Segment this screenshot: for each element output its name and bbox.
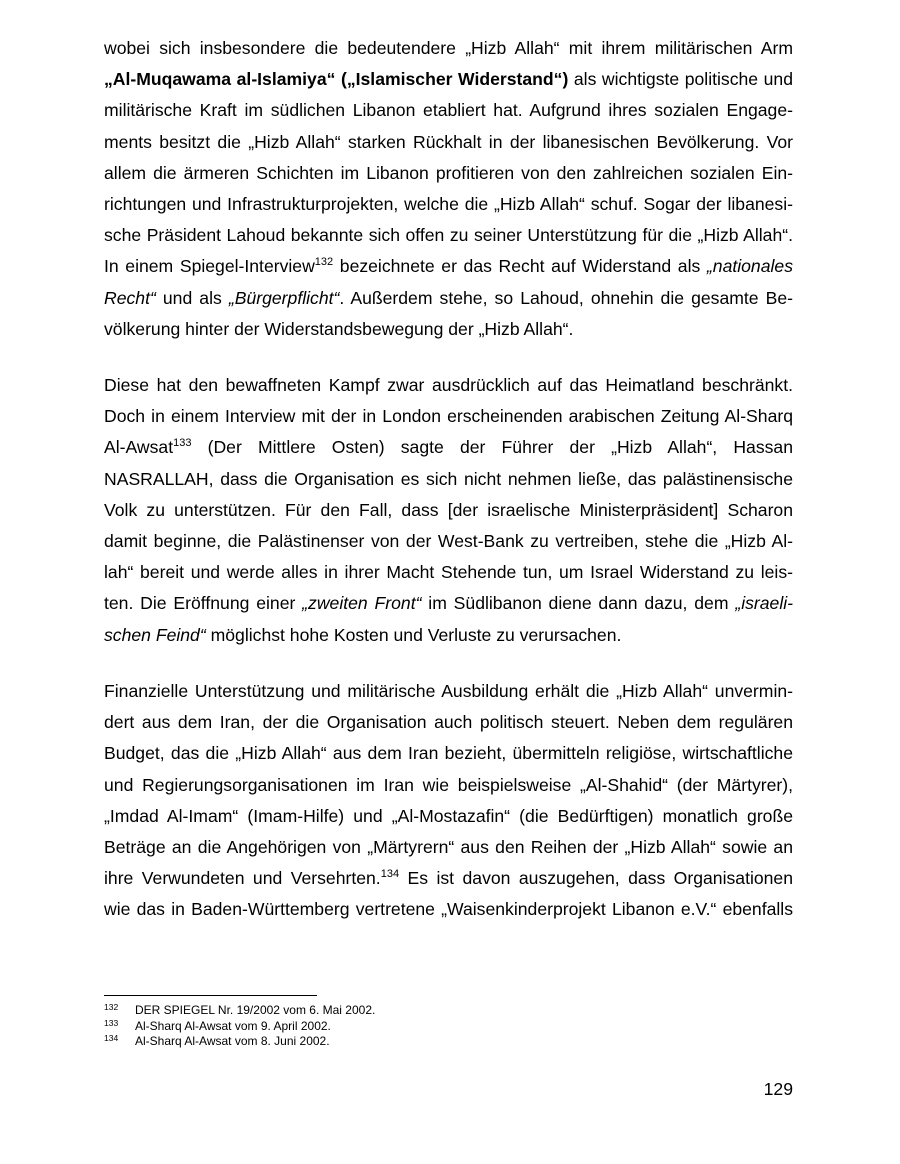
text-run: „zweiten Front“ [302,593,422,614]
text-line [104,863,793,894]
text-line [104,432,793,463]
text-line [104,801,793,832]
text-run: ments besitzt die „Hizb Allah“ starken Rückhalt in der libanesischen Bevölkerung. Vor [104,131,793,152]
text-line [104,401,793,432]
footnote-text: Al-Sharq Al-Awsat vom 9. April 2002. [135,1018,331,1033]
text-line [104,770,793,801]
text-run: bezeichnete er das Recht auf Widerstand als [333,256,707,277]
text-run: Recht“ [104,287,156,308]
text-run: lah“ bereit und werde alles in ihrer Macht Stehende tun, um Israel Widerstand zu leis- [104,562,793,583]
text-line [104,707,793,738]
text-run: ihre Verwundeten und Versehrten. [104,868,381,889]
text-run: dert aus dem Iran, der die Organisation auch politisch steuert. Neben dem regulären [104,712,793,733]
footnote-number: 134 [104,1033,119,1043]
text-run: Doch in einem Interview mit der in London erscheinenden arabischen Zeitung Al-Sharq [104,406,793,427]
text-run: und als [155,287,229,308]
body-paragraph-1 [104,33,793,345]
text-run: Budget, das die „Hizb Allah“ aus dem Iran bezieht, übermitteln religiöse, wirtschaftliche [104,743,793,764]
text-run: (Der Mittlere Osten) sagte der Führer der „Hizb Allah“, Hassan [191,437,793,458]
text-line [104,314,793,345]
page-number: 129 [763,1079,793,1099]
text-run: Al-Awsat [104,437,174,458]
text-run: Finanzielle Unterstützung und militärische Ausbildung erhält die „Hizb Allah“ unvermin- [104,681,793,701]
text-line [104,620,793,651]
text-run: „Bürgerpflicht“ [228,287,340,308]
footnotes [104,1003,604,1050]
text-run: allem die ärmeren Schichten im Libanon profitieren von den zahlreichen sozialen Ein- [104,162,793,183]
text-run: sche Präsident Lahoud bekannte sich offen zu seiner Unterstützung für die „Hizb Allah“. [104,225,793,246]
text-run: ten. Die Eröffnung einer [104,593,303,614]
text-line [104,495,793,526]
text-run: „israeli- [735,593,794,614]
text-run: damit beginne, die Palästinenser von der West-Bank zu vertreiben, stehe die „Hizb Al- [104,530,793,551]
text-run: richtungen und Infrastrukturprojekten, welche die „Hizb Allah“ schuf. Sogar der libanesi- [104,193,793,214]
text-run: Volk zu unterstützen. Für den Fall, dass [der israelische Ministerpräsident] Scharon [104,499,793,520]
footnote-text: DER SPIEGEL Nr. 19/2002 vom 6. Mai 2002. [135,1003,376,1017]
body-paragraph-3 [104,676,793,926]
text-line [104,251,793,282]
text-run: wobei sich insbesondere die bedeutendere „Hizb Allah“ mit ihrem militärischen Arm [104,38,793,58]
text-line [104,526,793,557]
text-line [104,220,793,251]
text-run: Es ist davon auszugehen, dass Organisationen [399,868,794,889]
text-line [104,370,793,401]
text-run: NASRALLAH, dass die Organisation es sich nicht nehmen ließe, das palästinensische [104,468,793,489]
text-line [104,189,793,220]
text-line [104,464,793,495]
text-run: „Al-Muqawama al-Islamiya“ („Islamischer Widerstand“) [104,69,569,90]
text-run: als wichtigste politische und [568,69,793,90]
text-line [104,127,793,158]
text-run: schen Feind“ [104,624,206,645]
text-run: „nationales [706,256,793,277]
text-run: völkerung hinter der Widerstandsbewegung der „Hizb Allah“. [104,318,574,339]
text-line [104,894,793,925]
text-run: und Regierungsorganisationen im Iran wie beispielsweise „Al-Shahid“ (der Märtyrer), [104,774,793,795]
text-run: wie das in Baden-Württemberg vertretene „Waisenkinderprojekt Libanon e.V.“ ebenfalls [104,899,793,920]
text-line [104,95,793,126]
text-run: im Südlibanon diene dann dazu, dem [421,593,736,614]
footnote [104,1019,604,1035]
text-run: Diese hat den bewaffneten Kampf zwar ausdrücklich auf das Heimatland beschränkt. [104,375,793,395]
footnote-number: 132 [104,1002,119,1012]
footnote-reference: 132 [314,256,334,269]
footnote [104,1034,604,1050]
body-paragraph-2 [104,370,793,651]
footnote-text: Al-Sharq Al-Awsat vom 8. Juni 2002. [135,1034,330,1048]
text-run: „Imdad Al-Imam“ (Imam-Hilfe) und „Al-Mostazafin“ (die Bedürftigen) monatlich große [104,805,793,826]
text-run: . Außerdem stehe, so Lahoud, ohnehin die gesamte Be- [339,287,794,308]
text-run: möglichst hohe Kosten und Verluste zu verursachen. [205,624,622,645]
text-run: In einem Spiegel-Interview [104,256,315,277]
text-line [104,832,793,863]
text-line [104,738,793,769]
text-line [104,158,793,189]
text-line [104,588,793,619]
footnote [104,1003,604,1019]
text-line [104,64,793,95]
text-line [104,33,793,64]
footnote-reference: 133 [173,437,192,450]
text-line [104,676,793,707]
footnote-reference: 134 [380,868,400,881]
text-line [104,557,793,588]
text-run: Beträge an die Angehörigen von „Märtyrern“ aus den Reihen der „Hizb Allah“ sowie an [104,836,793,857]
footnote-number: 133 [104,1017,119,1028]
text-line [104,283,793,314]
footnote-separator [104,995,317,996]
text-run: militärische Kraft im südlichen Libanon etabliert hat. Aufgrund ihres sozialen Engage- [104,100,793,121]
